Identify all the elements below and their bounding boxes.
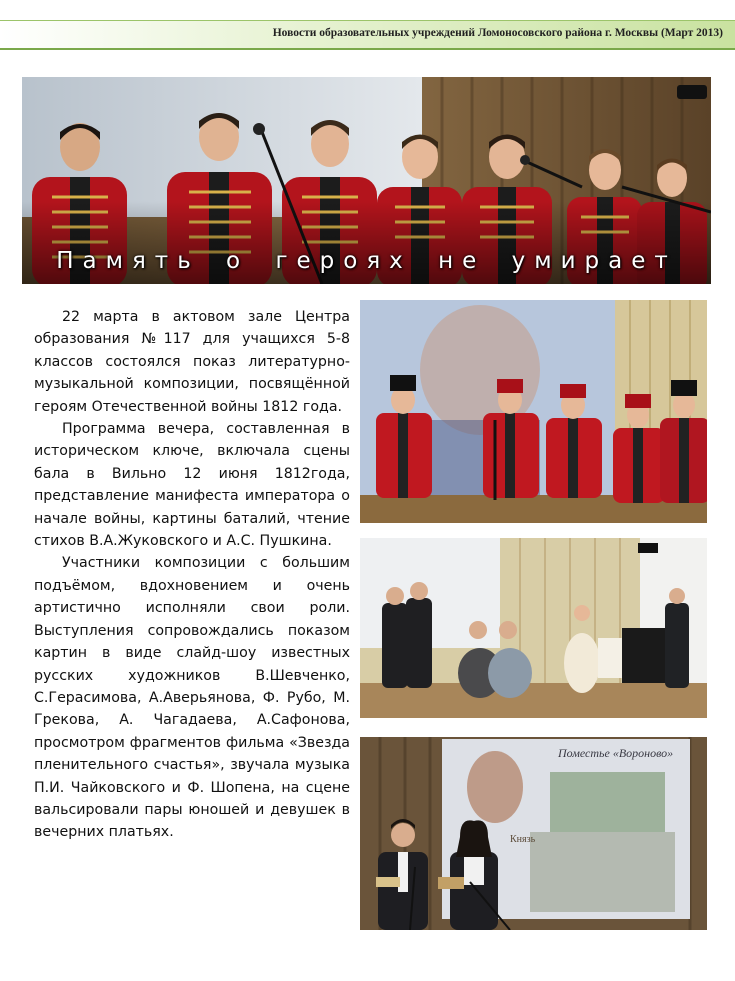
ball-scene-illustration	[360, 538, 707, 718]
stage-photo-illustration	[360, 300, 707, 523]
newsletter-header-title: Новости образовательных учреждений Ломоносовского района г. Москвы (Март 2013)	[272, 27, 723, 39]
header-bar	[0, 20, 735, 50]
article-paragraph: Программа вечера, составленная в историческом ключе, включала сцены бала в Вильно 12 июня 1812года, представление манифеста императора о начале войны, картины баталий, чтение стихов В.А.Жуковского и А.С. Пушкина.	[34, 421, 350, 550]
photo-boys-on-stage	[360, 300, 707, 523]
article-paragraph: 22 марта в актовом зале Центра образования №117 для учащихся 5-8 классов состоялся показ литературно-музыкальной композиции, посвящённой героям Отечественной войны 1812 года.	[34, 309, 350, 415]
slide-text: Князь	[510, 834, 536, 845]
presenters-illustration	[360, 737, 707, 930]
photo-presenters	[360, 737, 707, 930]
photo-ball-scene	[360, 538, 707, 718]
article-title: Память о героях не умирает	[56, 248, 677, 274]
article-body	[34, 306, 350, 844]
article-paragraph: Участники композиции с большим подъёмом, вдохновением и очень артистично исполняли свои роли. Выступления сопровождались показом картин в виде слайд-шоу известных русских художников В.Шевченко, С.Герасимова, А.Аверьянова, Ф. Рубо, М. Грекова, А. Чагадаева, А.Сафонова, просмотром фрагментов фильма «Звезда пленительного счастья», звучала музыка П.И. Чайковского и Ф. Шопена, на сцене вальсировали пары юношей и девушек в вечерних платьях.	[34, 555, 350, 841]
slide-title: Поместье «Вороново»	[558, 746, 674, 760]
hero-photo-choir	[22, 77, 711, 284]
